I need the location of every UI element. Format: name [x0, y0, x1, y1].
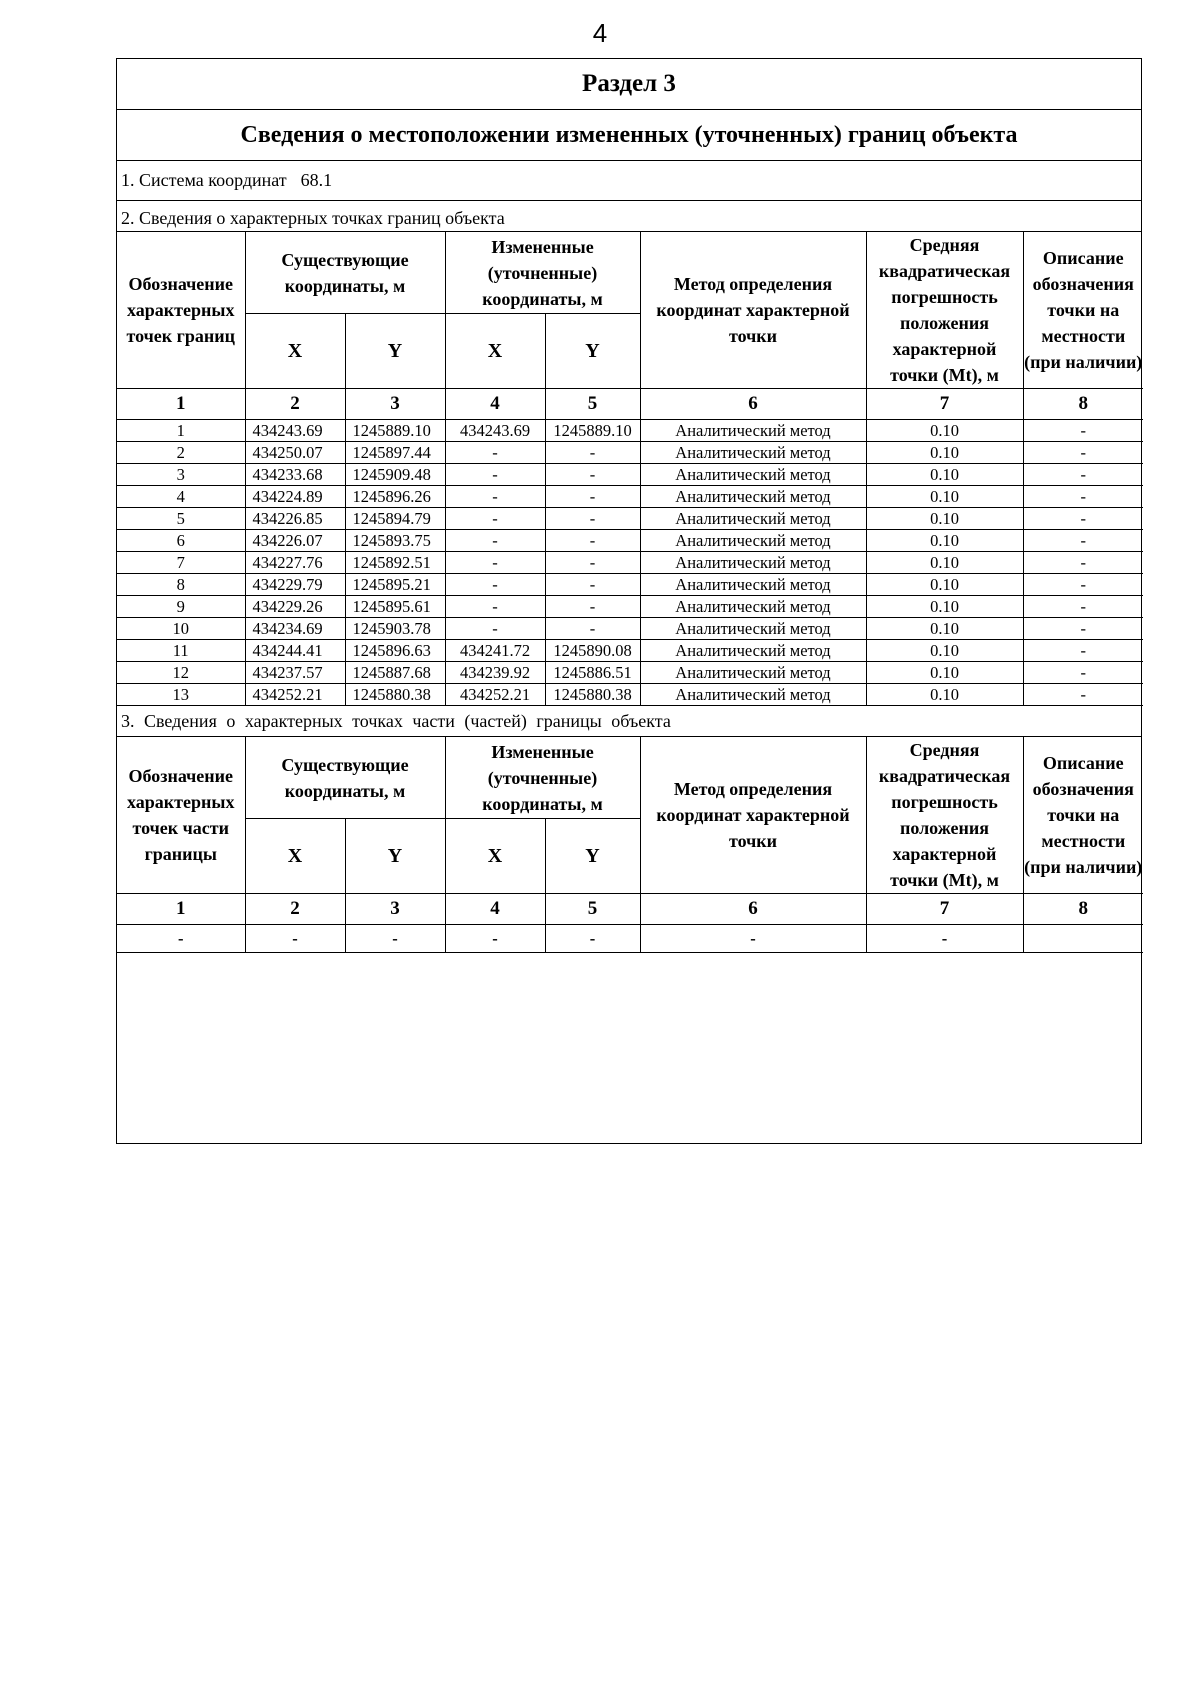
- col-existing-coords-header: Существующие координаты, м: [245, 232, 445, 314]
- table-cell: 1245889.10: [545, 420, 640, 442]
- column-number: 2: [245, 894, 345, 925]
- table-cell: -: [445, 596, 545, 618]
- table-cell: 0.10: [866, 596, 1023, 618]
- table-cell: 8: [117, 574, 245, 596]
- col-changed-x-header: X: [445, 314, 545, 389]
- section-subtitle: Сведения о местоположении измененных (уточненных) границ объекта: [117, 110, 1141, 161]
- table-cell: -: [545, 508, 640, 530]
- table-row: [117, 420, 1143, 442]
- points-table-body: [117, 420, 1143, 706]
- table-cell: -: [1023, 640, 1143, 662]
- table-cell: -: [445, 442, 545, 464]
- part-col-changed-y-header: Y: [545, 819, 640, 894]
- col-method-header: Метод определения координат характерной точки: [640, 232, 866, 389]
- coordinate-system-label: 1. Система координат: [121, 170, 287, 190]
- table-row: [117, 442, 1143, 464]
- column-numbers-row: [117, 389, 1143, 420]
- table-row: [117, 574, 1143, 596]
- table-cell: 434244.41: [245, 640, 345, 662]
- table-cell: 6: [117, 530, 245, 552]
- table-cell: 1245890.08: [545, 640, 640, 662]
- table-row: [117, 662, 1143, 684]
- column-number: 2: [245, 389, 345, 420]
- table-cell: Аналитический метод: [640, 420, 866, 442]
- table-cell: 0.10: [866, 684, 1023, 706]
- table-cell: 434239.92: [445, 662, 545, 684]
- table-cell: -: [445, 508, 545, 530]
- part-col-description-header: Описание обозначения точки на местности (при наличии): [1023, 737, 1143, 894]
- table-cell: 1245895.21: [345, 574, 445, 596]
- table-cell: -: [545, 925, 640, 953]
- table-cell: 434227.76: [245, 552, 345, 574]
- table-cell: 434252.21: [245, 684, 345, 706]
- table-cell: -: [1023, 442, 1143, 464]
- table-cell: 0.10: [866, 618, 1023, 640]
- column-number: 6: [640, 389, 866, 420]
- table-cell: -: [545, 442, 640, 464]
- table-cell: 0.10: [866, 464, 1023, 486]
- table-cell: -: [245, 925, 345, 953]
- table-cell: 434250.07: [245, 442, 345, 464]
- table-cell: -: [545, 530, 640, 552]
- table-cell: Аналитический метод: [640, 640, 866, 662]
- table-cell: 4: [117, 486, 245, 508]
- table-cell: Аналитический метод: [640, 508, 866, 530]
- part-points-table-body: [117, 925, 1143, 953]
- table-cell: Аналитический метод: [640, 442, 866, 464]
- part-col-method-header: Метод определения координат характерной точки: [640, 737, 866, 894]
- table-cell: -: [1023, 596, 1143, 618]
- part-col-existing-coords-header: Существующие координаты, м: [245, 737, 445, 819]
- table-cell: -: [1023, 420, 1143, 442]
- table-cell: -: [445, 574, 545, 596]
- table-cell: -: [445, 464, 545, 486]
- table-cell: 11: [117, 640, 245, 662]
- table-cell: Аналитический метод: [640, 574, 866, 596]
- column-number: 1: [117, 389, 245, 420]
- table-cell: 434252.21: [445, 684, 545, 706]
- table-cell: 0.10: [866, 508, 1023, 530]
- table-cell: 1245896.63: [345, 640, 445, 662]
- table-cell: 434237.57: [245, 662, 345, 684]
- col-description-header: Описание обозначения точки на местности (при наличии): [1023, 232, 1143, 389]
- table-cell: 0.10: [866, 552, 1023, 574]
- col-existing-x-header: X: [245, 314, 345, 389]
- part-col-designation-header: Обозначение характерных точек части границы: [117, 737, 245, 894]
- table-cell: 434229.26: [245, 596, 345, 618]
- table-cell: 1245889.10: [345, 420, 445, 442]
- table-cell: 1245895.61: [345, 596, 445, 618]
- section-frame: [116, 58, 1142, 1144]
- table-cell: -: [445, 925, 545, 953]
- table-row: [117, 486, 1143, 508]
- table-cell: 1: [117, 420, 245, 442]
- table-cell: 5: [117, 508, 245, 530]
- table-cell: 3: [117, 464, 245, 486]
- table-cell: -: [1023, 486, 1143, 508]
- table-cell: Аналитический метод: [640, 596, 866, 618]
- part-col-changed-x-header: X: [445, 819, 545, 894]
- table-cell: 9: [117, 596, 245, 618]
- col-error-header: Средняя квадратическая погрешность положения характерной точки (Mt), м: [866, 232, 1023, 389]
- table-cell: 434229.79: [245, 574, 345, 596]
- table-cell: Аналитический метод: [640, 552, 866, 574]
- table-cell: -: [1023, 508, 1143, 530]
- table-cell: 1245880.38: [545, 684, 640, 706]
- table-cell: 7: [117, 552, 245, 574]
- table-cell: 0.10: [866, 530, 1023, 552]
- column-number: 4: [445, 894, 545, 925]
- table-cell: 1245903.78: [345, 618, 445, 640]
- table-cell: 434233.68: [245, 464, 345, 486]
- column-number: 4: [445, 389, 545, 420]
- table-cell: 1245896.26: [345, 486, 445, 508]
- table-row: [117, 508, 1143, 530]
- table-row: [117, 640, 1143, 662]
- table-cell: Аналитический метод: [640, 662, 866, 684]
- col-designation-header: Обозначение характерных точек границ: [117, 232, 245, 389]
- table-cell: 0.10: [866, 662, 1023, 684]
- table-cell: 0.10: [866, 574, 1023, 596]
- table-cell: -: [445, 552, 545, 574]
- table-row: [117, 925, 1143, 953]
- coordinate-system-value: 68.1: [300, 170, 333, 190]
- table-cell: Аналитический метод: [640, 486, 866, 508]
- table-row: [117, 464, 1143, 486]
- table-cell: 434224.89: [245, 486, 345, 508]
- table-row: [117, 618, 1143, 640]
- table-cell: 1245909.48: [345, 464, 445, 486]
- table-cell: -: [545, 464, 640, 486]
- table-cell: Аналитический метод: [640, 618, 866, 640]
- part-points-table: [117, 737, 1143, 953]
- table-cell: -: [345, 925, 445, 953]
- table-cell: 2: [117, 442, 245, 464]
- table-cell: -: [117, 925, 245, 953]
- column-number: 1: [117, 894, 245, 925]
- table-cell: 434243.69: [245, 420, 345, 442]
- table-cell: -: [1023, 684, 1143, 706]
- col-existing-y-header: Y: [345, 314, 445, 389]
- table-cell: -: [1023, 574, 1143, 596]
- table-cell: 0.10: [866, 420, 1023, 442]
- blank-area: [117, 953, 1141, 1151]
- part-column-numbers-row: [117, 894, 1143, 925]
- table-cell: 1245892.51: [345, 552, 445, 574]
- table-cell: 434226.85: [245, 508, 345, 530]
- table-cell: 434226.07: [245, 530, 345, 552]
- column-number: 6: [640, 894, 866, 925]
- table-cell: -: [445, 530, 545, 552]
- table-cell: -: [1023, 530, 1143, 552]
- table-cell: Аналитический метод: [640, 530, 866, 552]
- points-table-heading: 2. Сведения о характерных точках границ объекта: [117, 201, 1141, 232]
- table-cell: 0.10: [866, 640, 1023, 662]
- table-cell: 1245897.44: [345, 442, 445, 464]
- column-number: 5: [545, 389, 640, 420]
- table-cell: -: [1023, 662, 1143, 684]
- part-points-table-heading: 3. Сведения о характерных точках части (частей) границы объекта: [117, 706, 1141, 737]
- table-cell: -: [545, 574, 640, 596]
- column-number: 8: [1023, 389, 1143, 420]
- table-cell: -: [640, 925, 866, 953]
- table-cell: -: [1023, 464, 1143, 486]
- section-title: Раздел 3: [117, 59, 1141, 110]
- table-cell: 13: [117, 684, 245, 706]
- part-col-error-header: Средняя квадратическая погрешность положения характерной точки (Mt), м: [866, 737, 1023, 894]
- table-row: [117, 552, 1143, 574]
- column-number: 8: [1023, 894, 1143, 925]
- table-cell: -: [545, 486, 640, 508]
- table-cell: 0.10: [866, 486, 1023, 508]
- coordinate-system: [117, 161, 1141, 201]
- column-number: 3: [345, 894, 445, 925]
- page-number: 4: [592, 18, 608, 48]
- table-cell: 1245894.79: [345, 508, 445, 530]
- table-cell: -: [866, 925, 1023, 953]
- table-cell: 434234.69: [245, 618, 345, 640]
- table-cell: Аналитический метод: [640, 464, 866, 486]
- table-cell: Аналитический метод: [640, 684, 866, 706]
- table-cell: -: [545, 552, 640, 574]
- table-cell: 0.10: [866, 442, 1023, 464]
- table-cell: 1245886.51: [545, 662, 640, 684]
- table-cell: -: [545, 618, 640, 640]
- table-cell: 1245893.75: [345, 530, 445, 552]
- column-number: 3: [345, 389, 445, 420]
- part-col-changed-coords-header: Измененные (уточненные) координаты, м: [445, 737, 640, 819]
- table-row: [117, 596, 1143, 618]
- table-cell: -: [1023, 552, 1143, 574]
- column-number: 7: [866, 389, 1023, 420]
- table-cell: -: [545, 596, 640, 618]
- part-col-existing-y-header: Y: [345, 819, 445, 894]
- part-col-existing-x-header: X: [245, 819, 345, 894]
- table-row: [117, 530, 1143, 552]
- points-table: [117, 232, 1143, 706]
- table-row: [117, 684, 1143, 706]
- col-changed-y-header: Y: [545, 314, 640, 389]
- table-cell: -: [445, 486, 545, 508]
- table-cell: 1245880.38: [345, 684, 445, 706]
- table-cell: 10: [117, 618, 245, 640]
- table-cell: -: [1023, 618, 1143, 640]
- table-cell: 434243.69: [445, 420, 545, 442]
- table-cell: 434241.72: [445, 640, 545, 662]
- table-cell: -: [445, 618, 545, 640]
- table-cell: [1023, 925, 1143, 953]
- table-cell: 12: [117, 662, 245, 684]
- column-number: 7: [866, 894, 1023, 925]
- table-cell: 1245887.68: [345, 662, 445, 684]
- col-changed-coords-header: Измененные (уточненные) координаты, м: [445, 232, 640, 314]
- column-number: 5: [545, 894, 640, 925]
